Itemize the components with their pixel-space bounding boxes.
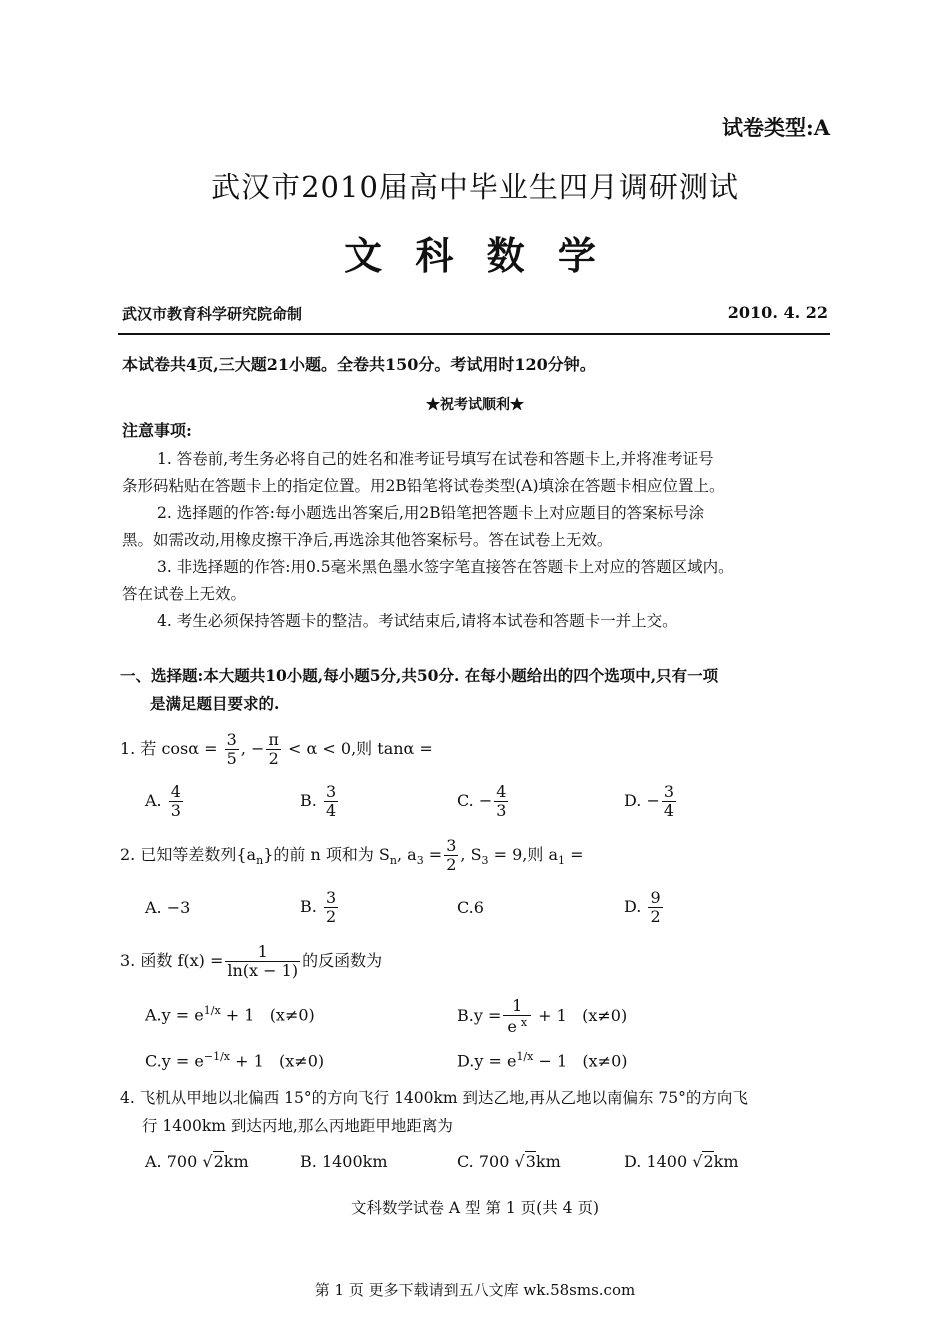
option-c: C. − $\frac{4}{3}$ — [457, 782, 507, 820]
publisher: 武汉市教育科学研究院命制 — [122, 305, 303, 323]
question-1: 1. 若 cosα = $\frac{3}{5}$ , − $\frac{\pi}{2}$ < α < 0,则 tanα = — [120, 730, 433, 768]
exam-title: 武汉市2010届高中毕业生四月调研测试 — [211, 170, 739, 204]
notice-item: 2. 选择题的作答:每小题选出答案后,用2B铅笔把答题卡上对应题目的答案标号涂 — [157, 504, 705, 522]
option-c: C.6 — [457, 898, 484, 917]
question-number: 2. — [120, 845, 136, 864]
question-number: 4. — [120, 1089, 135, 1107]
notice-item: 条形码粘贴在答题卡上的指定位置。用2B铅笔将试卷类型(A)填涂在答题卡相应位置上。 — [122, 477, 725, 495]
question-number: 1. — [120, 739, 136, 758]
page-footer: 文科数学试卷 A 型 第 1 页(共 4 页) — [350, 1199, 599, 1217]
notice-item: 黑。如需改动,用橡皮擦干净后,再选涂其他答案标号。答在试卷上无效。 — [122, 531, 613, 549]
option-b: B.y = $\frac{1}{e ^x}$ + 1 (x≠0) — [457, 996, 628, 1037]
notice-item: 答在试卷上无效。 — [122, 585, 247, 603]
intro-text: 本试卷共4页,三大题21小题。全卷共150分。考试用时120分钟。 — [122, 355, 596, 374]
option-a: A. −3 — [145, 898, 191, 917]
option-a: A. $\frac{4}{3}$ — [145, 782, 181, 820]
notice-item: 1. 答卷前,考生务必将自己的姓名和准考证号填写在试卷和答题卡上,并将准考证号 — [157, 450, 714, 468]
question-4-cont: 行 1400km 到达丙地,那么丙地距甲地距离为 — [142, 1117, 453, 1135]
option-d: D. $\frac{9}{2}$ — [624, 888, 661, 926]
option-b: B. $\frac{3}{2}$ — [300, 888, 337, 926]
notice-item: 4. 考生必须保持答题卡的整洁。考试结束后,请将本试卷和答题卡一并上交。 — [157, 612, 678, 630]
notice-title: 注意事项: — [122, 421, 192, 440]
fraction: $\frac{\pi}{2}$ — [268, 730, 279, 768]
paper-type: 试卷类型:A — [721, 115, 830, 140]
option-a: A. 700 √2km — [145, 1152, 249, 1171]
header-rule — [118, 333, 830, 335]
fraction: $\frac{3}{5}$ — [226, 730, 237, 768]
question-number: 3. — [120, 951, 136, 970]
option-a: $A.y = e^{1/x} + 1$ (x≠0) — [145, 1004, 315, 1025]
blessing: ★祝考试顺利★ — [426, 397, 524, 413]
download-note: 第 1 页 更多下载请到五八文库 wk.58sms.com — [314, 1281, 636, 1299]
option-c: $C.y = e^{-1/x} + 1$ (x≠0) — [145, 1050, 325, 1071]
exam-date: 2010. 4. 22 — [727, 303, 828, 322]
option-d: D. − $\frac{3}{4}$ — [624, 782, 675, 820]
section-heading-cont: 是满足题目要求的. — [150, 694, 280, 713]
option-b: B. $\frac{3}{4}$ — [300, 782, 337, 820]
option-b: B. 1400km — [300, 1152, 388, 1171]
question-4: 4. 飞机从甲地以北偏西 15°的方向飞行 1400km 到达乙地,再从乙地以南偏东 75°的方向飞 — [120, 1089, 748, 1107]
section-heading: 一、选择题:本大题共10小题,每小题5分,共50分. 在每小题给出的四个选项中,只有一项 — [120, 666, 719, 685]
option-d: $D.y = e^{1/x} - 1$ (x≠0) — [457, 1050, 628, 1071]
notice-item: 3. 非选择题的作答:用0.5毫米黑色墨水签字笔直接答在答题卡上对应的答题区域内。 — [157, 558, 734, 576]
subject-title: 文 科 数 学 — [344, 233, 606, 278]
question-2: 2. 已知等差数列$\{a_n\}$的前 n 项和为 $S_n$, $a_3$ = $\frac{3}{2}$ , $S_3 = 9$,则 $a_1$ = — [120, 836, 584, 874]
question-3: 3. 函数 f(x) = $\frac{1}{\ln(x - 1)}$ 的反函数为 — [120, 942, 383, 980]
option-c: C. 700 √3km — [457, 1152, 561, 1171]
option-d: D. 1400 √2km — [624, 1152, 739, 1171]
